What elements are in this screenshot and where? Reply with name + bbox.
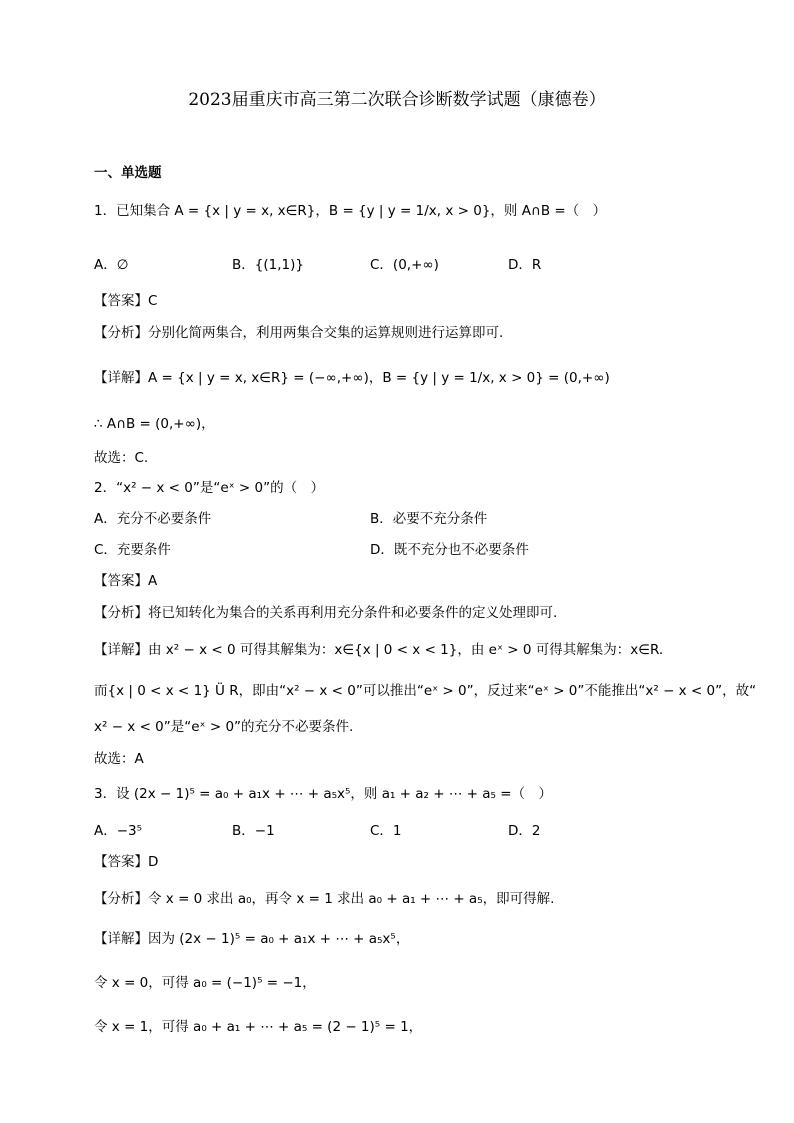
q3-option-d: D．2 xyxy=(508,823,541,839)
q1-option-d: D．R xyxy=(508,257,542,273)
q2-option-b: B．必要不充分条件 xyxy=(370,511,488,527)
q2-detail-line1: 【详解】由 x² − x < 0 可得其解集为：x∈{x | 0 < x < 1}，由 eˣ > 0 可得其解集为：x∈R. xyxy=(94,642,664,658)
q2-option-c: C．充要条件 xyxy=(94,542,171,558)
q3-detail-line3: 令 x = 1，可得 a₀ + a₁ + ⋯ + a₅ = (2 − 1)⁵ = 1， xyxy=(94,1019,423,1035)
q1-analysis: 【分析】分别化简两集合，利用两集合交集的运算规则进行运算即可. xyxy=(94,325,504,341)
q1-answer: 【答案】C xyxy=(94,293,158,309)
q3-detail-line1: 【详解】因为 (2x − 1)⁵ = a₀ + a₁x + ⋯ + a₅x⁵， xyxy=(94,931,410,947)
page-title: 2023届重庆市高三第二次联合诊断数学试题（康德卷） xyxy=(188,90,606,110)
section-heading: 一、单选题 xyxy=(94,165,162,181)
q3-option-a: A．−3⁵ xyxy=(94,823,143,839)
q2-option-d: D．既不充分也不必要条件 xyxy=(370,542,529,558)
q3-detail-line2: 令 x = 0，可得 a₀ = (−1)⁵ = −1， xyxy=(94,975,316,991)
q2-stem: 2．“x² − x < 0”是“eˣ > 0”的（ ） xyxy=(94,480,325,496)
q1-stem: 1．已知集合 A = {x | y = x, x∈R}，B = {y | y = 1/x, x > 0}，则 A∩B =（ ） xyxy=(94,203,607,219)
q3-option-b: B．−1 xyxy=(232,823,275,839)
q2-detail-line2: 而{x | 0 < x < 1} Ü R，即由“x² − x < 0”可以推出“eˣ > 0”，反过来“eˣ > 0”不能推出“x² − x < 0”，故“ xyxy=(94,683,757,699)
q3-analysis: 【分析】令 x = 0 求出 a₀，再令 x = 1 求出 a₀ + a₁ + ⋯ + a₅，即可得解. xyxy=(94,891,555,907)
q2-detail-line3: x² − x < 0”是“eˣ > 0”的充分不必要条件. xyxy=(94,719,354,735)
q1-option-b: B．{(1,1)} xyxy=(232,257,304,273)
q1-option-c: C．(0,+∞) xyxy=(370,257,439,273)
q2-answer: 【答案】A xyxy=(94,573,158,589)
q1-pick: 故选：C. xyxy=(94,450,149,466)
q1-conclusion: ∴ A∩B = (0,+∞)， xyxy=(94,416,215,432)
q2-pick: 故选：A xyxy=(94,751,144,767)
q3-option-c: C．1 xyxy=(370,823,402,839)
q3-stem: 3．设 (2x − 1)⁵ = a₀ + a₁x + ⋯ + a₅x⁵，则 a₁ + a₂ + ⋯ + a₅ =（ ） xyxy=(94,786,553,802)
q1-detail: 【详解】A = {x | y = x, x∈R} = (−∞,+∞)，B = {y | y = 1/x, x > 0} = (0,+∞) xyxy=(94,370,610,386)
q2-option-a: A．充分不必要条件 xyxy=(94,511,212,527)
q1-option-a: A．∅ xyxy=(94,257,129,273)
q2-analysis: 【分析】将已知转化为集合的关系再利用充分条件和必要条件的定义处理即可. xyxy=(94,605,558,621)
q3-answer: 【答案】D xyxy=(94,854,159,870)
